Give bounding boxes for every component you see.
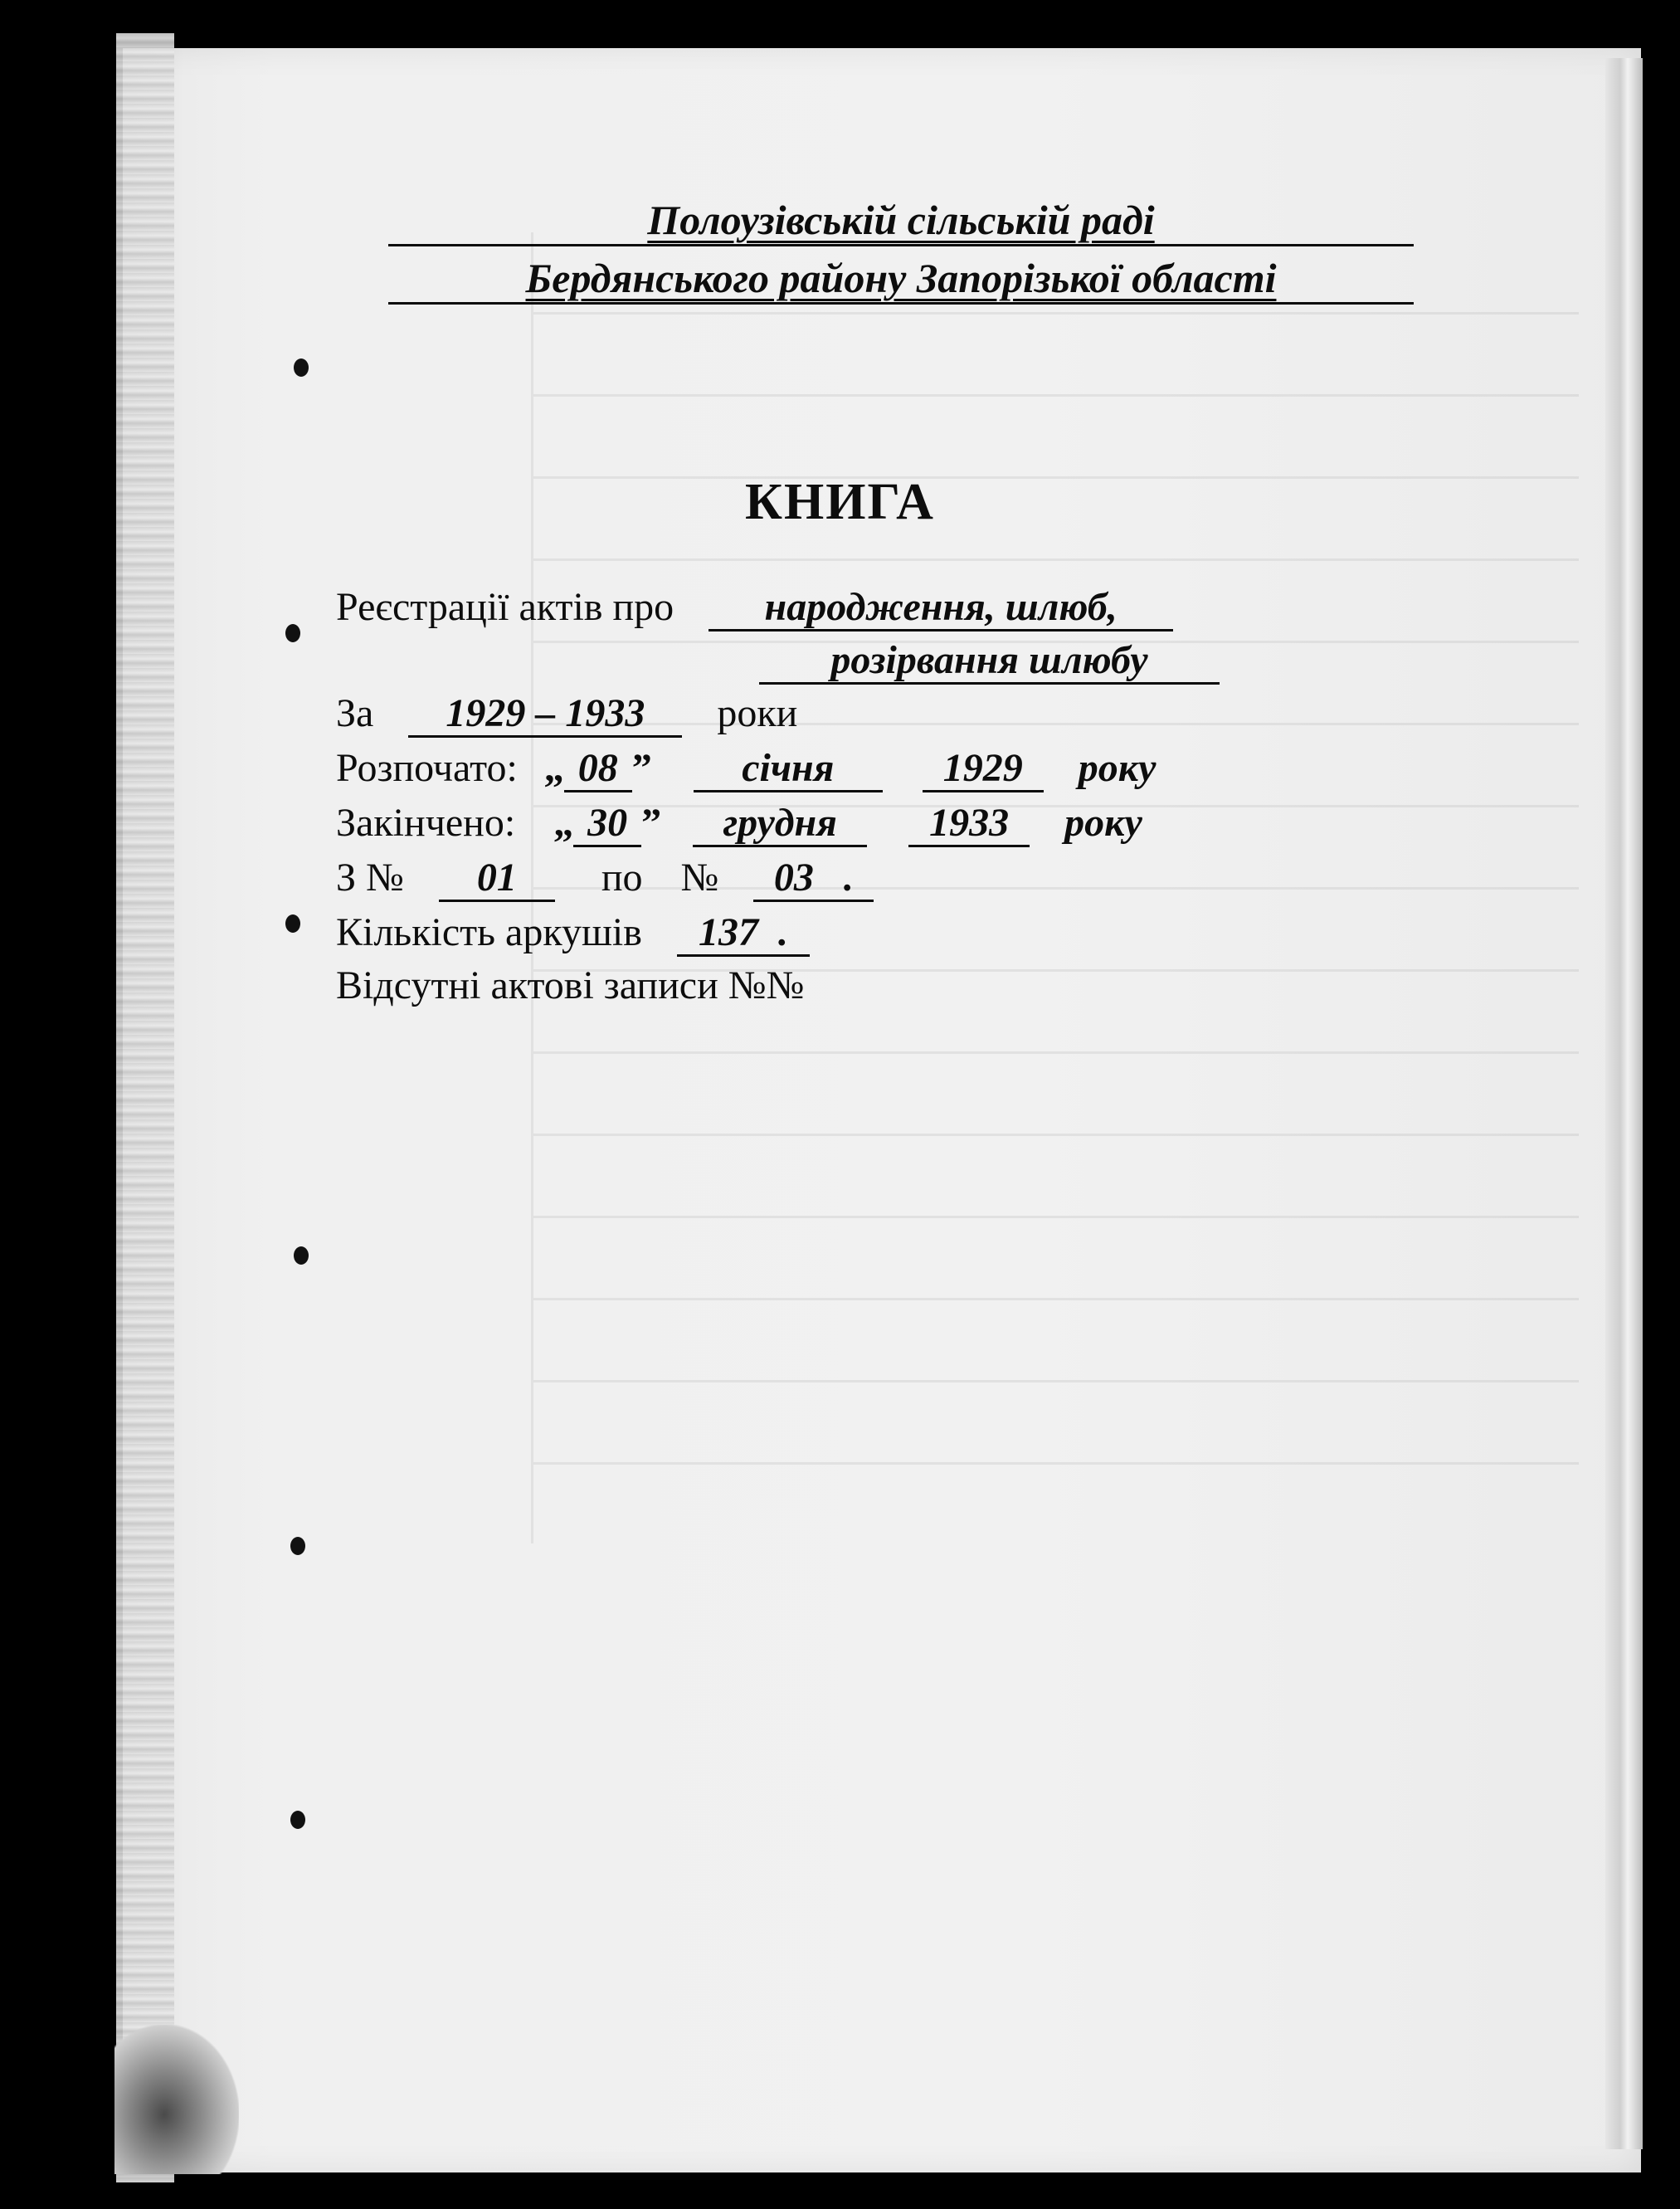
header-district: Бердянського району Запорізької області — [388, 254, 1414, 305]
registration-row-2 — [759, 636, 1220, 685]
finished-close-quote: ” — [641, 801, 662, 845]
book-title: КНИГА — [745, 474, 935, 530]
started-day: 08 — [564, 747, 632, 792]
header-council: Полоузівській сільській раді — [388, 196, 1414, 246]
numbers-row — [336, 853, 874, 903]
sheets-row — [336, 908, 810, 958]
to-label: по — [601, 856, 643, 900]
from-value: 01 — [439, 856, 555, 902]
registration-value-2: розірвання шлюбу — [759, 639, 1220, 685]
years-row — [336, 689, 797, 739]
registration-row — [336, 583, 1173, 632]
started-close-quote: ” — [631, 746, 652, 790]
years-value: 1929 – 1933 — [408, 692, 682, 738]
finished-day: 30 — [573, 802, 641, 847]
finished-suffix: року — [1064, 801, 1142, 845]
started-open-quote: „ — [543, 746, 564, 790]
to-value-field — [753, 856, 874, 902]
years-prefix: За — [336, 691, 374, 735]
registration-value-1: народження, шлюб, — [709, 586, 1173, 631]
from-label: З № — [336, 856, 404, 900]
started-label: Розпочато: — [336, 746, 518, 790]
finished-label: Закінчено: — [336, 801, 516, 845]
started-row — [336, 744, 1156, 793]
missing-label: Відсутні актові записи №№ — [336, 963, 805, 1007]
years-suffix: роки — [717, 691, 798, 735]
sheets-label: Кількість аркушів — [336, 910, 642, 954]
to-value: 03 — [773, 856, 814, 900]
started-year: 1929 — [923, 747, 1044, 792]
finished-month: грудня — [693, 802, 867, 847]
started-suffix: року — [1078, 746, 1157, 790]
sheets-value: 137 — [698, 910, 758, 954]
missing-row — [336, 961, 804, 1011]
to-end-mark: . — [843, 856, 854, 900]
finished-year: 1933 — [908, 802, 1030, 847]
finished-open-quote: „ — [553, 801, 574, 845]
sheets-value-field — [677, 911, 810, 957]
started-month: січня — [694, 747, 883, 792]
to-sign: № — [680, 856, 719, 900]
registration-label: Реєстрації актів про — [336, 585, 674, 629]
finished-row — [336, 798, 1142, 848]
sheets-end-mark: . — [777, 910, 788, 954]
